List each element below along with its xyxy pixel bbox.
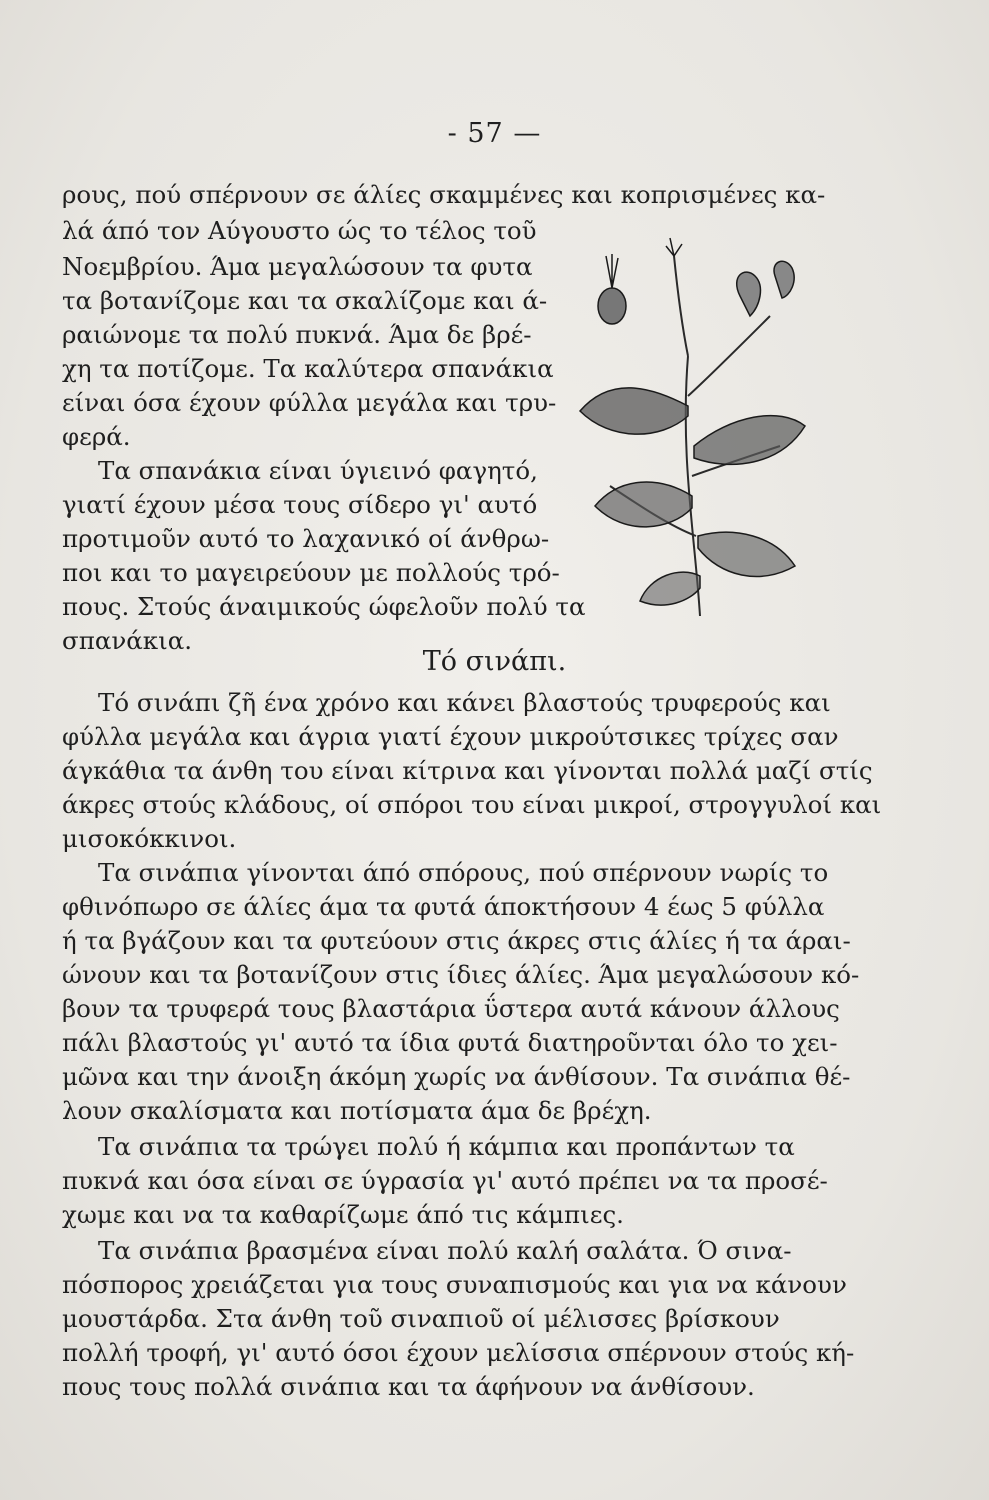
text-line: Τα σινάπια βρασμένα είναι πολύ καλή σαλάτα. Ό σινα-	[98, 1236, 792, 1265]
text-line: Τα σπανάκια είναι ύγιεινό φαγητό,	[98, 456, 538, 485]
text-line: λά άπό τον Αύγουστο ώς το τέλος τοῦ	[62, 216, 537, 245]
text-line: φύλλα μεγάλα και άγρια γιατί έχουν μικρούτσικες τρίχες σαν	[62, 722, 839, 751]
text-line: μουστάρδα. Στα άνθη τοῦ σιναπιοῦ οί μέλισσες βρίσκουν	[62, 1304, 780, 1333]
text-line: μῶνα και την άνοιξη άκόμη χωρίς να άνθίσουν. Τα σινάπια θέ-	[62, 1062, 851, 1091]
text-line: άγκάθια τα άνθη του είναι κίτρινα και γίνονται πολλά μαζί στίς	[62, 756, 873, 785]
text-line: σπανάκια.	[62, 626, 193, 655]
text-line: ή τα βγάζουν και τα φυτεύουν στις άκρες στις άλίες ή τα άραι-	[62, 926, 851, 955]
text-line: φθινόπωρο σε άλίες άμα τα φυτά άποκτήσουν 4 έως 5 φύλλα	[62, 892, 825, 921]
text-line: πους τους πολλά σινάπια και τα άφήνουν να άνθίσουν.	[62, 1372, 755, 1401]
text-line: λουν σκαλίσματα και ποτίσματα άμα δε βρέχη.	[62, 1096, 652, 1125]
text-line: ρους, πού σπέρνουν σε άλίες σκαμμένες και κοπρισμένες κα-	[62, 180, 826, 209]
text-line: πολλή τροφή, γι' αυτό όσοι έχουν μελίσσια σπέρνουν στούς κή-	[62, 1338, 855, 1367]
text-line: ποι και το μαγειρεύουν με πολλούς τρό-	[62, 558, 560, 587]
text-line: πόσπορος χρειάζεται για τους συναπισμούς και για να κάνουν	[62, 1270, 847, 1299]
text-line: γιατί έχουν μέσα τους σίδερο γι' αυτό	[62, 490, 538, 519]
text-line: ραιώνομε τα πολύ πυκνά. Άμα δε βρέ-	[62, 320, 532, 349]
text-line: μισοκόκκινοι.	[62, 824, 237, 853]
text-line: χη τα ποτίζομε. Τα καλύτερα σπανάκια	[62, 354, 554, 383]
text-line: τα βοτανίζομε και τα σκαλίζομε και ά-	[62, 286, 548, 315]
text-line: ώνουν και τα βοτανίζουν στις ίδιες άλίες. Άμα μεγαλώσουν κό-	[62, 960, 860, 989]
text-line: χωμε και να τα καθαρίζωμε άπό τις κάμπιες.	[62, 1200, 624, 1229]
text-line: Νοεμβρίου. Άμα μεγαλώσουν τα φυτα	[62, 252, 533, 281]
text-line: φερά.	[62, 422, 131, 451]
page-number: - 57 —	[447, 118, 542, 149]
text-line: άκρες στούς κλάδους, οί σπόροι του είναι μικροί, στρογγυλοί και	[62, 790, 882, 819]
text-line: βουν τα τρυφερά τους βλαστάρια ΰστερα αυτά κάνουν άλλους	[62, 994, 840, 1023]
spinach-plant-icon	[570, 236, 810, 636]
text-line: πους. Στούς άναιμικούς ώφελοῦν πολύ τα	[62, 592, 586, 621]
section-heading: Τό σινάπι.	[422, 646, 567, 677]
text-line: Τα σινάπια γίνονται άπό σπόρους, πού σπέρνουν νωρίς το	[98, 858, 829, 887]
text-line: είναι όσα έχουν φύλλα μεγάλα και τρυ-	[62, 388, 557, 417]
text-line: Τα σινάπια τα τρώγει πολύ ή κάμπια και προπάντων τα	[98, 1132, 795, 1161]
text-line: πυκνά και όσα είναι σε ύγρασία γι' αυτό πρέπει να τα προσέ-	[62, 1166, 828, 1195]
text-line: Τό σινάπι ζῆ ένα χρόνο και κάνει βλαστούς τρυφερούς και	[98, 688, 831, 717]
text-line: προτιμοῦν αυτό το λαχανικό οί άνθρω-	[62, 524, 550, 553]
text-line: πάλι βλαστούς γι' αυτό τα ίδια φυτά διατηροῦνται όλο το χει-	[62, 1028, 838, 1057]
